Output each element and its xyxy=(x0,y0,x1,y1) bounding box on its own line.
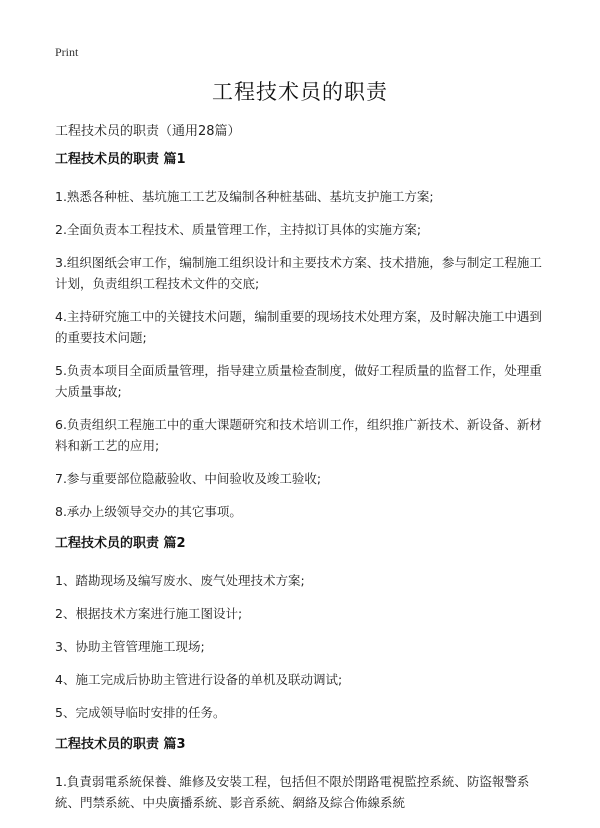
document-title: 工程技术员的职责 xyxy=(212,80,388,104)
list-item: 1.負責弱電系統保養、維修及安裝工程，包括但不限於閉路電視監控系統、防盜報警系統、門禁系統、中央廣播系統、影音系統、網絡及綜合佈線系統 xyxy=(55,774,530,810)
document-subtitle: 工程技术员的职责（通用28篇） xyxy=(55,124,241,139)
list-item: 3、协助主管管理施工现场; xyxy=(55,639,205,654)
section-heading: 工程技术员的职责 篇2 xyxy=(55,536,186,551)
section-3 xyxy=(55,735,547,813)
section-heading: 工程技术员的职责 篇1 xyxy=(55,152,186,167)
list-item: 2.全面负责本工程技术、质量管理工作，主持拟订具体的实施方案; xyxy=(55,222,422,237)
list-item: 4.主持研究施工中的关键技术问题，编制重要的现场技术处理方案，及时解决施工中遇到的重要技术问题; xyxy=(55,309,542,345)
list-item: 8.承办上级领导交办的其它事项。 xyxy=(55,504,242,519)
list-item: 1、踏勘现场及编写废水、废气处理技术方案; xyxy=(55,573,305,588)
section-2 xyxy=(55,534,547,723)
list-item: 5、完成领导临时安排的任务。 xyxy=(55,705,226,720)
print-label: Print xyxy=(55,45,79,59)
list-item: 5.负责本项目全面质量管理，指导建立质量检查制度，做好工程质量的监督工作，处理重大质量事故; xyxy=(55,363,542,399)
list-item: 1.熟悉各种桩、基坑施工工艺及编制各种桩基础、基坑支护施工方案; xyxy=(55,189,434,204)
document-body xyxy=(55,150,547,825)
list-item: 6.负责组织工程施工中的重大课题研究和技术培训工作，组织推广新技术、新设备、新材料和新工艺的应用; xyxy=(55,417,542,453)
section-heading: 工程技术员的职责 篇3 xyxy=(55,737,186,752)
section-1 xyxy=(55,150,547,522)
list-item: 4、施工完成后协助主管进行设备的单机及联动调试; xyxy=(55,672,343,687)
list-item: 7.参与重要部位隐蔽验收、中间验收及竣工验收; xyxy=(55,471,322,486)
list-item: 3.组织图纸会审工作，编制施工组织设计和主要技术方案、技术措施，参与制定工程施工计划，负责组织工程技术文件的交底; xyxy=(55,255,542,291)
list-item: 2、根据技术方案进行施工图设计; xyxy=(55,606,243,621)
